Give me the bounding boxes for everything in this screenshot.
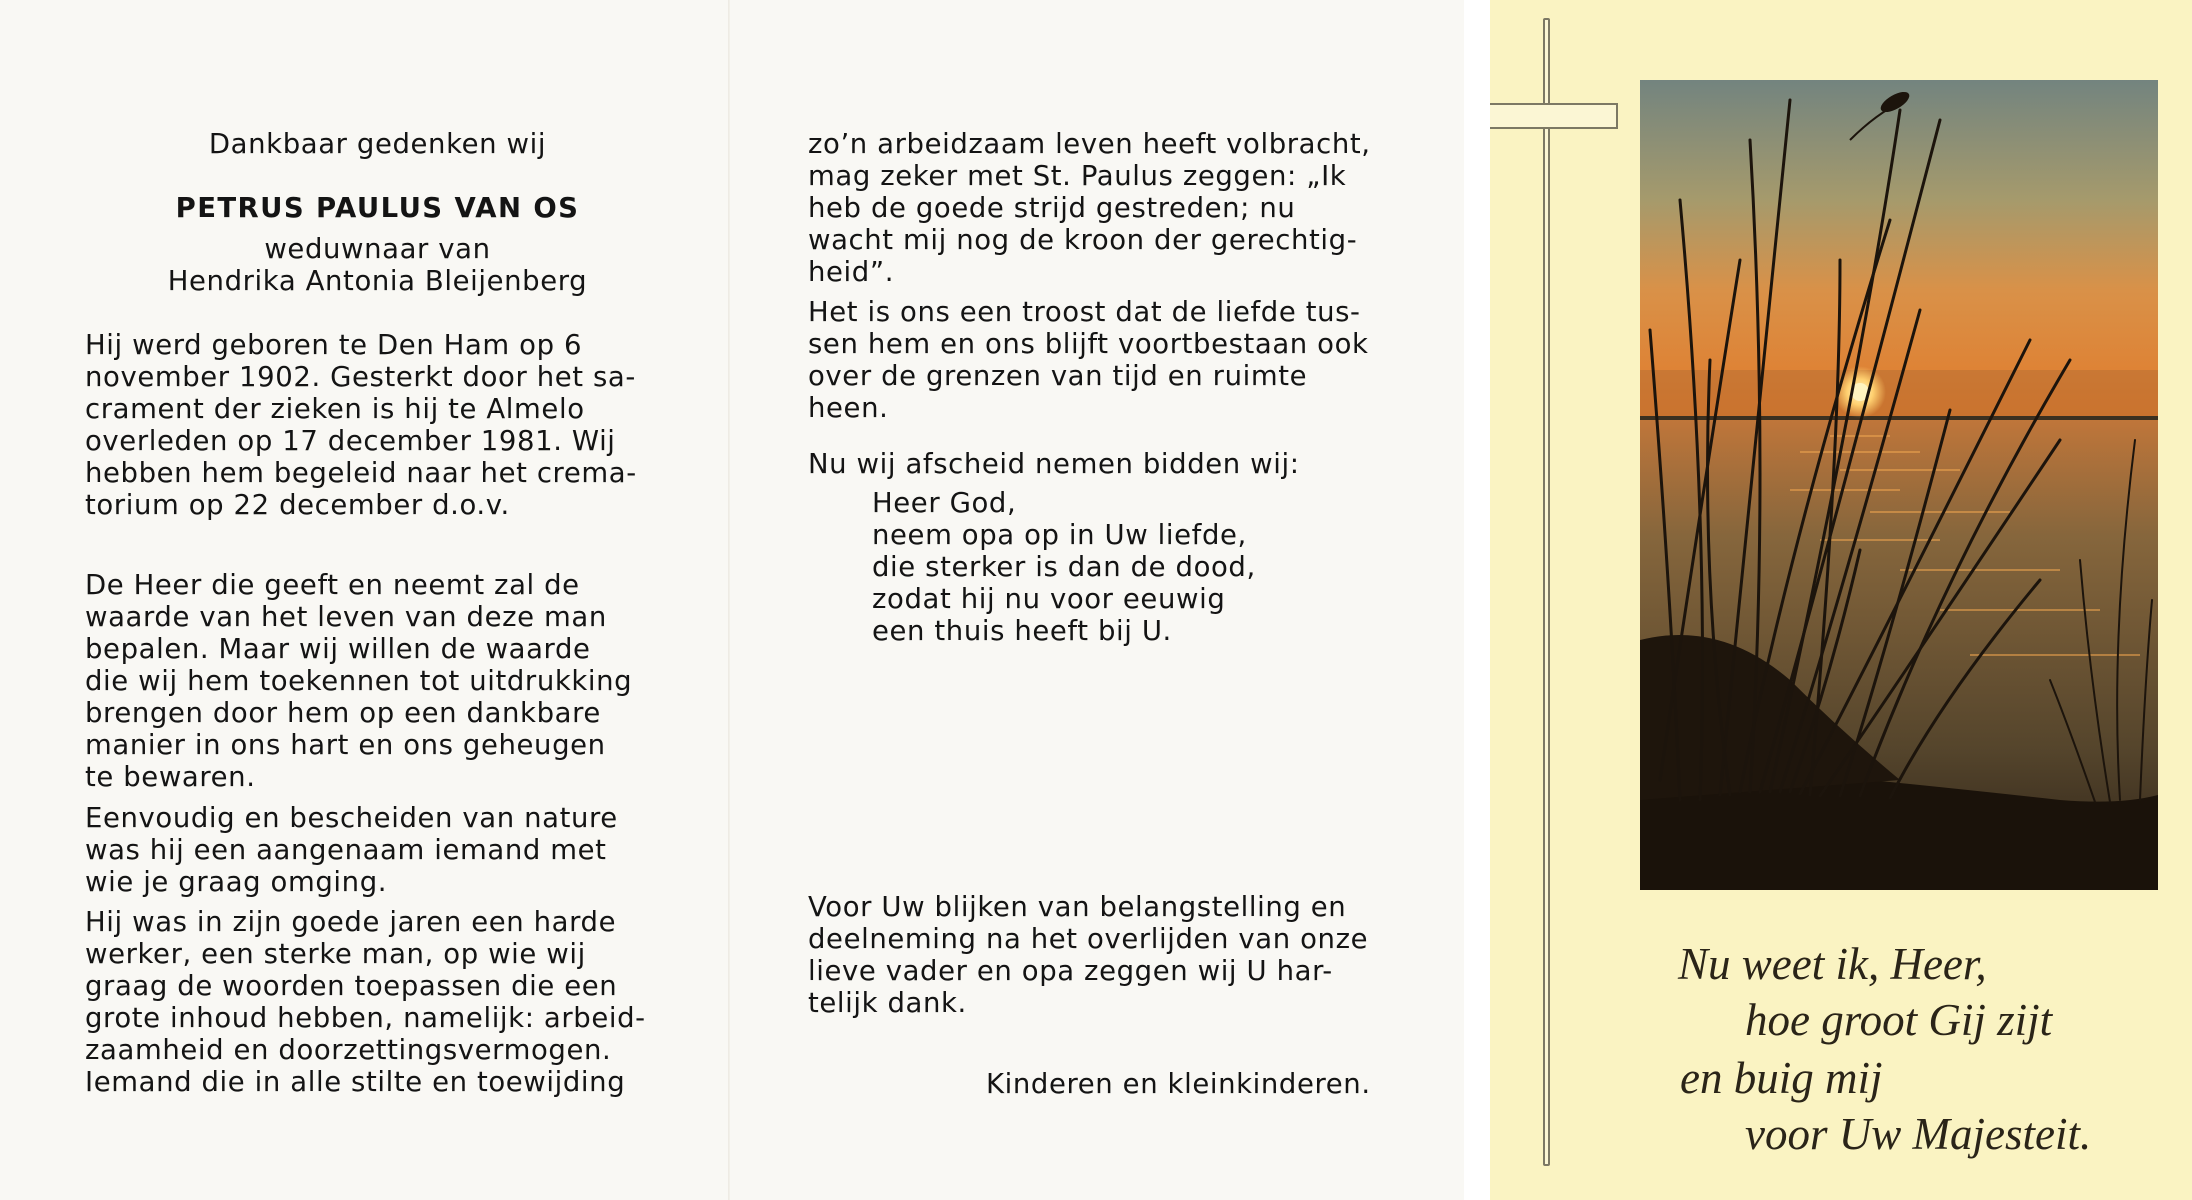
text-line: zo’n arbeidzaam leven heeft volbracht, bbox=[808, 128, 1371, 160]
text-line: Iemand die in alle stilte en toewijding bbox=[85, 1066, 626, 1098]
poem-line: voor Uw Majesteit. bbox=[1745, 1109, 2092, 1159]
poem-line: Nu weet ik, Heer, bbox=[1678, 939, 1987, 989]
text-line: Hij werd geboren te Den Ham op 6 bbox=[85, 329, 583, 361]
poem-line: hoe groot Gij zijt bbox=[1745, 995, 2053, 1045]
text-line: torium op 22 december d.o.v. bbox=[85, 489, 510, 521]
text-line: brengen door hem op een dankbare bbox=[85, 697, 601, 729]
text-line: waarde van het leven van deze man bbox=[85, 601, 607, 633]
text-line: hebben hem begeleid naar het crema- bbox=[85, 457, 637, 489]
text-line: zaamheid en doorzettingsvermogen. bbox=[85, 1034, 612, 1066]
sunset-reeds-photo bbox=[1640, 80, 2158, 890]
text-line: te bewaren. bbox=[85, 761, 256, 793]
text-line: crament der zieken is hij te Almelo bbox=[85, 393, 585, 425]
subtitle-spouse: Hendrika Antonia Bleijenberg bbox=[167, 265, 588, 297]
cross-arm bbox=[1490, 103, 1618, 129]
text-line: wacht mij nog de kroon der gerechtig- bbox=[808, 224, 1358, 256]
text-line: graag de woorden toepassen die een bbox=[85, 970, 618, 1002]
text-line: grote inhoud hebben, namelijk: arbeid- bbox=[85, 1002, 646, 1034]
text-line: Het is ons een troost dat de liefde tus- bbox=[808, 296, 1361, 328]
text-line: bepalen. Maar wij willen de waarde bbox=[85, 633, 591, 665]
prayer-line: een thuis heeft bij U. bbox=[872, 615, 1172, 647]
deceased-name: PETRUS PAULUS VAN OS bbox=[175, 192, 580, 224]
heading: Dankbaar gedenken wij bbox=[208, 128, 547, 160]
signature: Kinderen en kleinkinderen. bbox=[986, 1068, 1371, 1100]
prayer-line: neem opa op in Uw liefde, bbox=[872, 519, 1247, 551]
text-line: Eenvoudig en bescheiden van nature bbox=[85, 802, 618, 834]
text-line: over de grenzen van tijd en ruimte bbox=[808, 360, 1308, 392]
poem-line: en buig mij bbox=[1680, 1053, 1883, 1103]
text-line: telijk dank. bbox=[808, 987, 967, 1019]
text-line: De Heer die geeft en neemt zal de bbox=[85, 569, 580, 601]
text-line: heid”. bbox=[808, 256, 895, 288]
text-line: heen. bbox=[808, 392, 889, 424]
cross-icon bbox=[1543, 18, 1550, 1166]
text-line: deelneming na het overlijden van onze bbox=[808, 923, 1369, 955]
text-line: wie je graag omging. bbox=[85, 866, 388, 898]
text-line: Hij was in zijn goede jaren een harde bbox=[85, 906, 617, 938]
text-line: die wij hem toekennen tot uitdrukking bbox=[85, 665, 633, 697]
scan-gutter bbox=[1464, 0, 1490, 1200]
text-line: manier in ons hart en ons geheugen bbox=[85, 729, 606, 761]
text-line: was hij een aangenaam iemand met bbox=[85, 834, 607, 866]
prayer-line: die sterker is dan de dood, bbox=[872, 551, 1256, 583]
text-line: overleden op 17 december 1981. Wij bbox=[85, 425, 616, 457]
text-line: sen hem en ons blijft voortbestaan ook bbox=[808, 328, 1369, 360]
subtitle-widower: weduwnaar van bbox=[264, 233, 491, 265]
text-line: mag zeker met St. Paulus zeggen: „Ik bbox=[808, 160, 1347, 192]
text-line: lieve vader en opa zeggen wij U har- bbox=[808, 955, 1333, 987]
prayer-line: Heer God, bbox=[872, 487, 1017, 519]
prayer-line: zodat hij nu voor eeuwig bbox=[872, 583, 1226, 615]
text-line: Voor Uw blijken van belangstelling en bbox=[808, 891, 1347, 923]
text-line: november 1902. Gesterkt door het sa- bbox=[85, 361, 636, 393]
prayer-intro: Nu wij afscheid nemen bidden wij: bbox=[808, 448, 1300, 480]
text-line: werker, een sterke man, op wie wij bbox=[85, 938, 586, 970]
text-line: heb de goede strijd gestreden; nu bbox=[808, 192, 1296, 224]
